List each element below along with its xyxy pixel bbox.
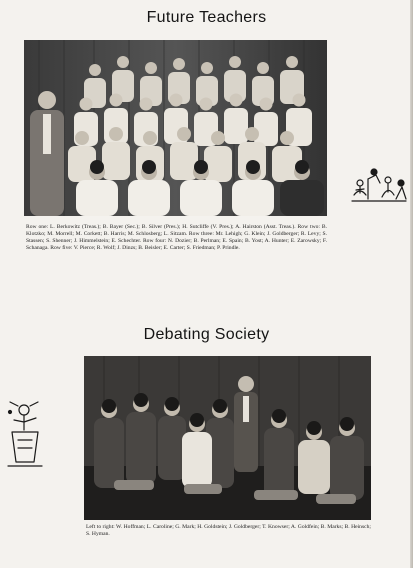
podium-speaker-doodle-icon [4, 400, 46, 470]
seated-figures-doodle-icon [350, 165, 408, 203]
section-title-future-teachers: Future Teachers [146, 9, 267, 26]
section-title-debating-society: Debating Society [143, 326, 270, 343]
debating-society-caption: Left to right: W. Hoffman; L. Caroline; G. Mark; H. Goldstein; J. Goldberger; T. Knowser; A. Goldfein; B. Marks; B. Heinsch; S. Hyman. [86, 524, 371, 537]
future-teachers-caption: Row one: L. Berkowitz (Treas.); B. Bayer (Sec.); B. Silver (Pres.); H. Sutcliffe (V. Pres.); A. Hairston (Asst. Treas.). Row two: B. Klotzko; M. Morrell; M. Corkett; B. Harris; M. Schlosberg; L. Sitzam. Row three: Mr. Lehigh; G. Klein; J. Goldberger; R. Levy; S. Stassen; S. Shenner; J. Himmelstein; E. Schechter. Row four: N. Dozier; B. Perlman; E. Spain; B. Yost; A. Hunter; E. Zarowsky; F. Schanaga. Row five: V. Pierce; R. Wolf; J. Dinzs; B. Beisler; E. Carter; S. Friedman; P. Prindle. [26, 224, 327, 251]
future-teachers-group-photo [24, 40, 327, 216]
future-teachers-photo-drawing [24, 40, 327, 216]
debating-society-group-photo [84, 356, 371, 520]
debating-society-photo-drawing [84, 356, 371, 520]
